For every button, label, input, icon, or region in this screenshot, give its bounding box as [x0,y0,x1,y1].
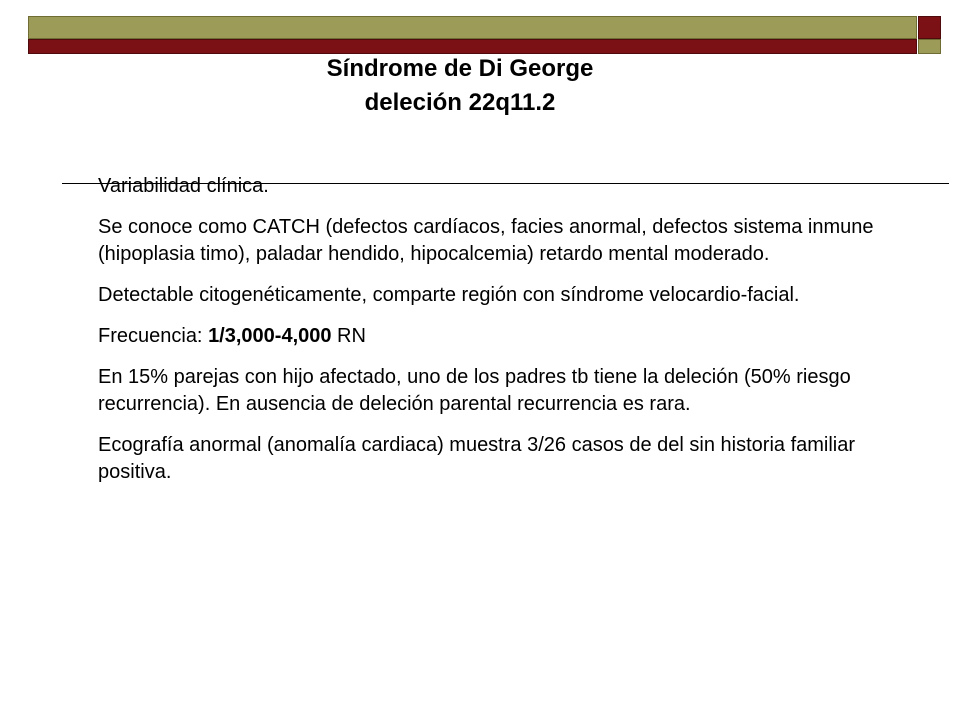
frequency-label: Frecuencia: [98,325,209,347]
header-olive-bar [28,16,917,39]
slide-body [98,173,888,500]
header-corner-red-square [918,16,941,39]
frequency-value: 1/3,000-4,000 [208,325,332,347]
paragraph-variability: Variabilidad clínica. [98,175,269,197]
slide-title-line2: deleción 22q11.2 [364,89,556,116]
frequency-unit: RN [331,325,366,347]
paragraph-frequency [98,323,888,350]
header-corner-olive-square [918,39,941,54]
paragraph-detectable: Detectable citogenéticamente, comparte región con síndrome velocardio-facial. [98,284,800,306]
paragraph-recurrence: En 15% parejas con hijo afectado, uno de los padres tb tiene la deleción (50% riesgo recurrencia). En ausencia de deleción parental recurrencia es rara. [98,366,851,415]
paragraph-catch: Se conoce como CATCH (defectos cardíacos, facies anormal, defectos sistema inmune (hipoplasia timo), paladar hendido, hipocalcemia) retardo mental moderado. [98,216,874,265]
slide-title [200,52,720,120]
slide-title-line1: Síndrome de Di George [326,55,594,82]
paragraph-ultrasound: Ecografía anormal (anomalía cardiaca) muestra 3/26 casos de del sin historia familiar positiva. [98,434,856,483]
